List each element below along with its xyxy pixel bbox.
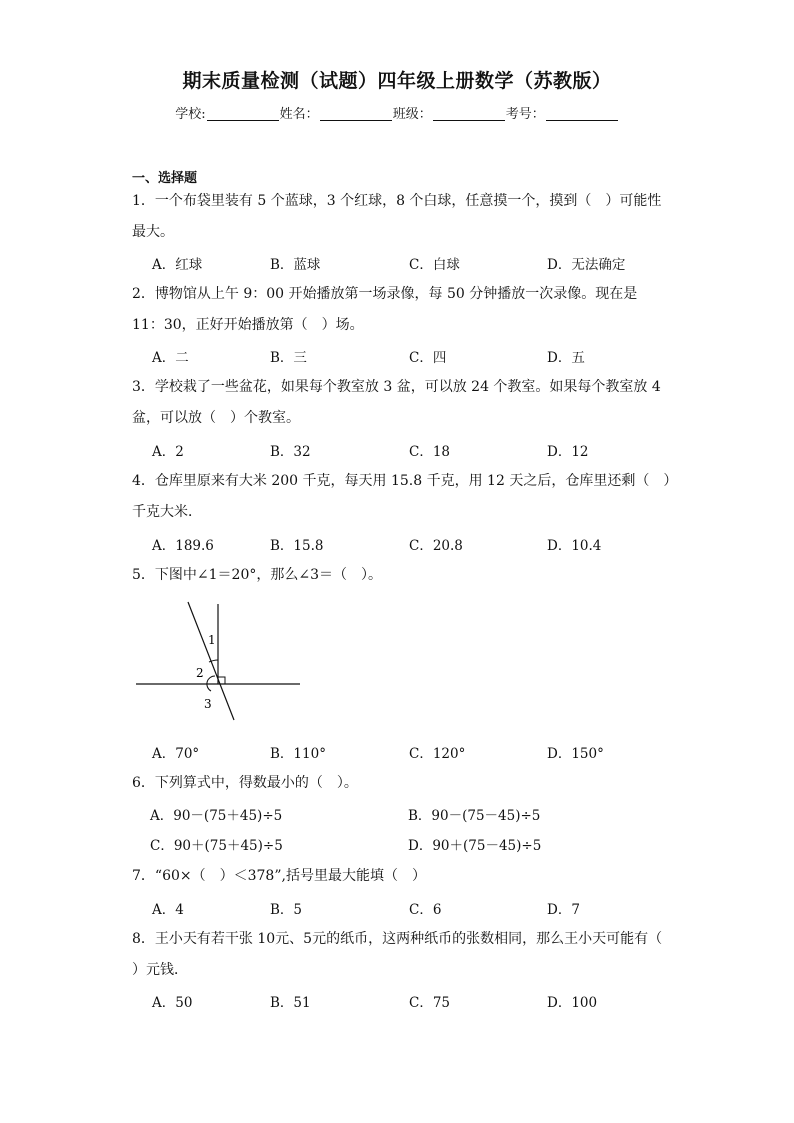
question-6-options-row-2 [152, 834, 672, 856]
option-b[interactable]: B．32 [270, 444, 311, 460]
option-a[interactable]: A．189.6 [152, 538, 214, 554]
option-d[interactable]: D．12 [547, 444, 589, 460]
student-info-line [0, 103, 794, 122]
question-7-stem: 7．“60×（ ）＜378”,括号里最大能填（ ） [132, 868, 426, 884]
option-b[interactable]: B．51 [270, 995, 311, 1011]
class-blank [433, 108, 505, 121]
question-1-stem: 1．一个布袋里装有 5 个蓝球，3 个红球，8 个白球，任意摸一个，摸到（ ）可能性最大。 [132, 193, 662, 240]
number-label: 考号： [505, 107, 545, 122]
question-8-options [152, 991, 672, 1013]
question-7-options [152, 898, 672, 920]
question-3-stem: 3．学校栽了一些盆花，如果每个教室放 3 盆，可以放 24 个教室。如果每个教室放 4 盆，可以放（ ）个教室。 [132, 379, 661, 426]
option-c[interactable]: C．90＋(75＋45)÷5 [150, 838, 283, 854]
question-2-stem: 2．博物馆从上午 9：00 开始播放第一场录像，每 50 分钟播放一次录像。现在是 11：30，正好开始播放第（ ）场。 [132, 286, 638, 333]
school-label: 学校: [175, 107, 206, 122]
option-a[interactable]: A．50 [152, 995, 193, 1011]
option-a[interactable]: A．二 [152, 350, 189, 366]
number-blank [546, 108, 618, 121]
option-a[interactable]: A．70° [152, 746, 200, 762]
question-4-stem: 4．仓库里原来有大米 200 千克，每天用 15.8 千克，用 12 天之后，仓库里还剩（ ）千克大米． [132, 473, 671, 520]
option-c[interactable]: C．18 [409, 444, 451, 460]
option-d[interactable]: D．100 [547, 995, 598, 1011]
option-c[interactable]: C．20.8 [409, 538, 463, 554]
angle-3-label: 3 [204, 697, 212, 711]
option-a[interactable]: A．2 [152, 444, 184, 460]
option-b[interactable]: B．90－(75－45)÷5 [408, 808, 541, 824]
question-3-options [152, 440, 672, 462]
option-c[interactable]: C．6 [409, 902, 442, 918]
angle-diagram [132, 598, 312, 728]
question-8-stem: 8．王小天有若干张 10元、5元的纸币，这两种纸币的张数相同，那么王小天可能有（ ）元钱． [132, 931, 663, 978]
school-blank [207, 108, 279, 121]
name-label: 姓名： [279, 107, 319, 122]
option-d[interactable]: D．150° [547, 746, 604, 762]
angle-1-label: 1 [208, 633, 216, 647]
option-c[interactable]: C．120° [409, 746, 466, 762]
option-b[interactable]: B．蓝球 [270, 257, 321, 273]
option-b[interactable]: B．15.8 [270, 538, 324, 554]
angle-2-label: 2 [196, 666, 204, 680]
question-1-options [152, 253, 672, 275]
option-c[interactable]: C．75 [409, 995, 451, 1011]
question-6-options-row-1 [152, 804, 672, 826]
option-b[interactable]: B．5 [270, 902, 303, 918]
question-6-stem: 6．下列算式中，得数最小的（ ）。 [132, 775, 358, 791]
option-d[interactable]: D．五 [547, 350, 585, 366]
page-title: 期末质量检测（试题）四年级上册数学（苏教版） [182, 70, 612, 92]
section-title: 一、选择题 [132, 171, 198, 186]
option-b[interactable]: B．110° [270, 746, 326, 762]
option-b[interactable]: B．三 [270, 350, 307, 366]
option-d[interactable]: D．90＋(75－45)÷5 [408, 838, 542, 854]
option-c[interactable]: C．四 [409, 350, 447, 366]
option-d[interactable]: D．10.4 [547, 538, 602, 554]
question-5-options [152, 742, 672, 764]
name-blank [320, 108, 392, 121]
option-c[interactable]: C．白球 [409, 257, 460, 273]
angle-figure [132, 598, 312, 732]
class-label: 班级： [392, 107, 432, 122]
question-4-options [152, 534, 672, 556]
option-a[interactable]: A．4 [152, 902, 184, 918]
option-a[interactable]: A．红球 [152, 257, 203, 273]
option-d[interactable]: D．无法确定 [547, 257, 626, 273]
option-a[interactable]: A．90－(75＋45)÷5 [150, 808, 283, 824]
option-d[interactable]: D．7 [547, 902, 580, 918]
question-5-stem: 5．下图中∠1＝20°，那么∠3＝（ ）。 [132, 567, 382, 583]
question-2-options [152, 346, 672, 368]
